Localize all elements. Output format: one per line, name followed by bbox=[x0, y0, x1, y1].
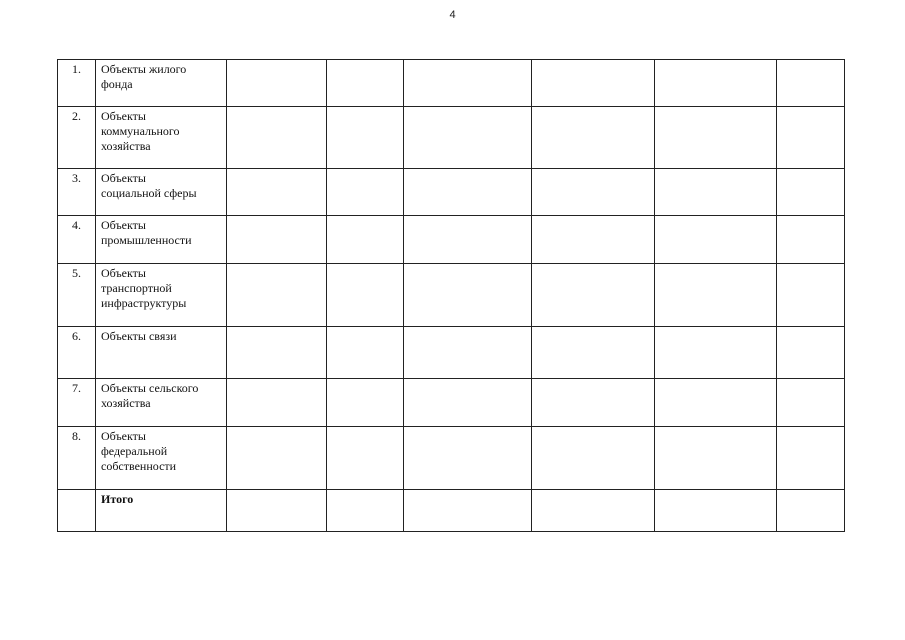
empty-value-cell bbox=[327, 264, 404, 327]
empty-value-cell bbox=[404, 327, 532, 379]
empty-value-cell bbox=[532, 169, 655, 216]
empty-value-cell bbox=[532, 107, 655, 169]
empty-value-cell bbox=[404, 216, 532, 264]
empty-value-cell bbox=[655, 327, 777, 379]
empty-value-cell bbox=[532, 264, 655, 327]
empty-value-cell bbox=[777, 379, 845, 427]
row-number-cell: 5. bbox=[58, 264, 96, 327]
empty-value-cell bbox=[655, 264, 777, 327]
empty-value-cell bbox=[227, 427, 327, 490]
table-row bbox=[58, 490, 845, 532]
empty-value-cell bbox=[327, 216, 404, 264]
table-row bbox=[58, 60, 845, 107]
empty-value-cell bbox=[327, 107, 404, 169]
empty-value-cell bbox=[532, 216, 655, 264]
empty-value-cell bbox=[327, 379, 404, 427]
empty-value-cell bbox=[655, 60, 777, 107]
object-name-cell: Объекты промышленности bbox=[96, 216, 227, 264]
empty-value-cell bbox=[227, 60, 327, 107]
object-name-cell: Объекты жилого фонда bbox=[96, 60, 227, 107]
empty-value-cell bbox=[532, 490, 655, 532]
empty-value-cell bbox=[327, 60, 404, 107]
row-number-cell: 1. bbox=[58, 60, 96, 107]
object-name-cell: Объекты сельского хозяйства bbox=[96, 379, 227, 427]
page-number: 4 bbox=[449, 9, 456, 21]
empty-value-cell bbox=[227, 490, 327, 532]
empty-value-cell bbox=[227, 169, 327, 216]
empty-value-cell bbox=[327, 327, 404, 379]
empty-value-cell bbox=[404, 107, 532, 169]
report-table bbox=[57, 59, 845, 532]
empty-value-cell bbox=[404, 264, 532, 327]
empty-value-cell bbox=[655, 427, 777, 490]
row-number-cell: 7. bbox=[58, 379, 96, 427]
empty-value-cell bbox=[532, 327, 655, 379]
empty-value-cell bbox=[777, 427, 845, 490]
row-number-cell: 3. bbox=[58, 169, 96, 216]
object-name-cell: Объекты связи bbox=[96, 327, 227, 379]
empty-value-cell bbox=[327, 169, 404, 216]
row-number-cell: 2. bbox=[58, 107, 96, 169]
empty-value-cell bbox=[227, 379, 327, 427]
object-name-cell: Объекты федеральной собственности bbox=[96, 427, 227, 490]
empty-value-cell bbox=[777, 490, 845, 532]
empty-value-cell bbox=[227, 216, 327, 264]
empty-value-cell bbox=[655, 107, 777, 169]
empty-value-cell bbox=[404, 490, 532, 532]
row-number-cell bbox=[58, 490, 96, 532]
empty-value-cell bbox=[777, 327, 845, 379]
row-number-cell: 8. bbox=[58, 427, 96, 490]
table-row bbox=[58, 169, 845, 216]
empty-value-cell bbox=[655, 216, 777, 264]
empty-value-cell bbox=[777, 60, 845, 107]
table-row bbox=[58, 327, 845, 379]
empty-value-cell bbox=[404, 427, 532, 490]
empty-value-cell bbox=[777, 107, 845, 169]
row-number-cell: 6. bbox=[58, 327, 96, 379]
empty-value-cell bbox=[227, 327, 327, 379]
table-row bbox=[58, 107, 845, 169]
table-row bbox=[58, 264, 845, 327]
empty-value-cell bbox=[655, 490, 777, 532]
empty-value-cell bbox=[227, 107, 327, 169]
row-number-cell: 4. bbox=[58, 216, 96, 264]
table-row bbox=[58, 379, 845, 427]
empty-value-cell bbox=[404, 379, 532, 427]
empty-value-cell bbox=[655, 169, 777, 216]
empty-value-cell bbox=[777, 264, 845, 327]
total-label-cell: Итого bbox=[96, 490, 227, 532]
empty-value-cell bbox=[532, 379, 655, 427]
empty-value-cell bbox=[655, 379, 777, 427]
empty-value-cell bbox=[532, 60, 655, 107]
empty-value-cell bbox=[532, 427, 655, 490]
object-name-cell: Объекты социальной сферы bbox=[96, 169, 227, 216]
empty-value-cell bbox=[777, 169, 845, 216]
object-name-cell: Объекты коммунального хозяйства bbox=[96, 107, 227, 169]
empty-value-cell bbox=[227, 264, 327, 327]
table-row bbox=[58, 216, 845, 264]
table-row bbox=[58, 427, 845, 490]
empty-value-cell bbox=[404, 60, 532, 107]
empty-value-cell bbox=[777, 216, 845, 264]
empty-value-cell bbox=[327, 490, 404, 532]
object-name-cell: Объекты транспортной инфраструктуры bbox=[96, 264, 227, 327]
empty-value-cell bbox=[404, 169, 532, 216]
empty-value-cell bbox=[327, 427, 404, 490]
